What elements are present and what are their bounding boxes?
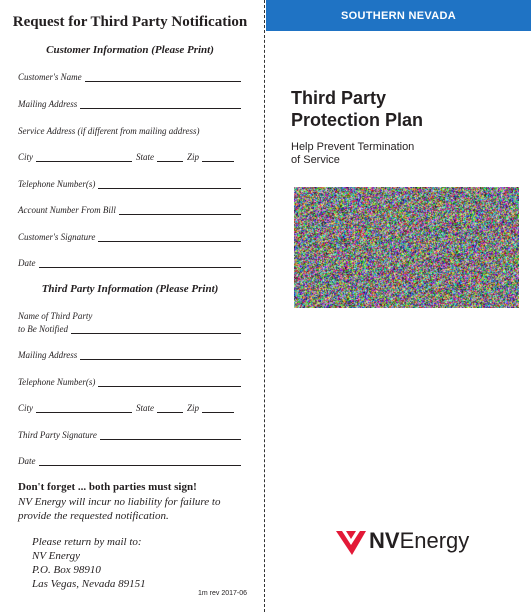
city-label: City bbox=[18, 152, 33, 162]
mailing-instructions bbox=[32, 535, 146, 591]
third-party-name-field[interactable] bbox=[18, 324, 241, 334]
mailing-address-label: Mailing Address bbox=[18, 350, 78, 360]
third-party-telephone-field[interactable] bbox=[18, 377, 241, 387]
date-label: Date bbox=[18, 258, 36, 268]
revision-code: 1m rev 2017-06 bbox=[198, 590, 248, 597]
mail-city: Las Vegas, Nevada 89151 bbox=[32, 578, 146, 590]
customer-section-heading: Customer Information (Please Print) bbox=[46, 44, 214, 56]
mail-intro: Please return by mail to: bbox=[32, 536, 142, 548]
customer-name-label: Customer's Name bbox=[18, 72, 82, 82]
reminder-heading: Don't forget ... both parties must sign! bbox=[18, 481, 197, 493]
liability-note: NV Energy will incur no liability for failure to provide the requested notification. bbox=[18, 496, 221, 522]
account-number-label: Account Number From Bill bbox=[18, 205, 116, 215]
logo-wordmark: NVEnergy bbox=[369, 528, 470, 553]
cover-subtitle: Help Prevent Termination of Service bbox=[291, 141, 415, 166]
date-label: Date bbox=[18, 456, 36, 466]
cover-title: Third Party Protection Plan bbox=[291, 88, 424, 130]
mail-po-box: P.O. Box 98910 bbox=[32, 564, 101, 576]
state-label: State bbox=[136, 403, 154, 413]
customer-signature-field[interactable] bbox=[18, 232, 241, 242]
third-party-date-field[interactable] bbox=[18, 456, 241, 466]
tear-line bbox=[264, 0, 265, 612]
customer-date-field[interactable] bbox=[18, 258, 241, 268]
third-party-name-label-2: to Be Notified bbox=[18, 324, 68, 334]
cover-photo bbox=[294, 187, 519, 308]
nv-energy-logo-mark-icon bbox=[336, 527, 366, 555]
account-number-field[interactable] bbox=[18, 205, 241, 215]
mailing-address-field[interactable] bbox=[18, 99, 241, 109]
zip-label: Zip bbox=[187, 403, 200, 413]
telephone-label: Telephone Number(s) bbox=[18, 377, 96, 387]
third-party-mailing-address-field[interactable] bbox=[18, 350, 241, 360]
mail-company: NV Energy bbox=[32, 550, 80, 562]
telephone-label: Telephone Number(s) bbox=[18, 179, 96, 189]
telephone-field[interactable] bbox=[18, 179, 241, 189]
third-party-signature-label: Third Party Signature bbox=[18, 430, 97, 440]
third-party-name-label: Name of Third Party bbox=[18, 311, 93, 321]
third-party-section-heading: Third Party Information (Please Print) bbox=[41, 283, 219, 295]
city-label: City bbox=[18, 403, 33, 413]
customer-name-field[interactable] bbox=[18, 72, 241, 82]
request-form-panel bbox=[0, 0, 262, 612]
third-party-signature-field[interactable] bbox=[18, 430, 241, 440]
city-state-zip-field[interactable] bbox=[18, 152, 241, 162]
region-banner: SOUTHERN NEVADA bbox=[266, 0, 531, 31]
customer-signature-label: Customer's Signature bbox=[18, 232, 96, 242]
zip-label: Zip bbox=[187, 152, 200, 162]
state-label: State bbox=[136, 152, 154, 162]
third-party-city-state-zip-field[interactable] bbox=[18, 403, 241, 413]
mailing-address-label: Mailing Address bbox=[18, 99, 78, 109]
nv-energy-logo bbox=[336, 527, 469, 555]
cover-panel bbox=[266, 0, 531, 612]
service-address-label: Service Address (if different from mailing address) bbox=[18, 126, 200, 136]
form-title: Request for Third Party Notification bbox=[12, 14, 248, 30]
